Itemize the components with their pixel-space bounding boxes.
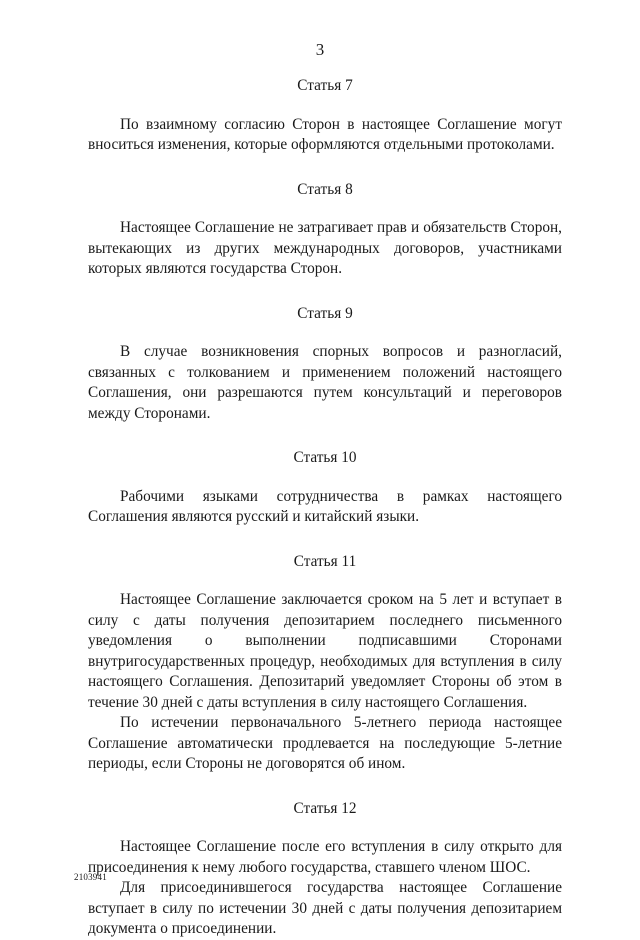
article-10 bbox=[88, 448, 562, 528]
article-8 bbox=[88, 180, 562, 280]
article-12 bbox=[88, 799, 562, 940]
document-code: 2103941 bbox=[74, 872, 107, 882]
article-paragraph: Настоящее Соглашение заключается сроком на 5 лет и вступает в силу с даты получения депозитарием последнего письменного уведомления о выполнении подписавшими Сторонами внутригосударственных процедур, необходимых для вступления в силу настоящего Соглашения. Депозитарий уведомляет Стороны об этом в течение 30 дней с даты вступления в силу настоящего Соглашения. bbox=[88, 591, 562, 711]
article-paragraph: Настоящее Соглашение не затрагивает прав и обязательств Сторон, вытекающих из других международных договоров, участниками которых являются государства Сторон. bbox=[88, 219, 562, 277]
article-9 bbox=[88, 304, 562, 425]
article-11 bbox=[88, 552, 562, 775]
article-paragraph: В случае возникновения спорных вопросов и разногласий, связанных с толкованием и применением положений настоящего Соглашения, они разрешаются путем консультаций и переговоров между Сторонами. bbox=[88, 343, 562, 422]
article-title: Статья 9 bbox=[297, 304, 353, 322]
article-title: Статья 11 bbox=[293, 552, 357, 570]
article-title: Статья 10 bbox=[293, 449, 357, 466]
article-paragraph: Настоящее Соглашение после его вступления в силу открыто для присоединения к нему любого государства, ставшего членом ШОС. bbox=[88, 838, 562, 876]
article-paragraph: По истечении первоначального 5-летнего периода настоящее Соглашение автоматически продлевается на последующие 5-летние периоды, если Стороны не договорятся об ином. bbox=[88, 714, 562, 772]
article-7 bbox=[88, 76, 562, 156]
article-paragraph: Рабочими языками сотрудничества в рамках настоящего Соглашения являются русский и китайский языки. bbox=[88, 487, 562, 525]
article-paragraph: Для присоединившегося государства настоящее Соглашение вступает в силу по истечении 30 дней с даты получения депозитарием документа о присоединении. bbox=[88, 879, 562, 937]
page-number: 3 bbox=[315, 40, 325, 59]
article-title: Статья 8 bbox=[297, 180, 353, 198]
article-title: Статья 7 bbox=[297, 77, 353, 94]
article-title: Статья 12 bbox=[293, 799, 357, 817]
article-paragraph: По взаимному согласию Сторон в настоящее Соглашение могут вноситься изменения, которые оформляются отдельными протоколами. bbox=[88, 115, 562, 153]
document-body bbox=[88, 76, 562, 940]
